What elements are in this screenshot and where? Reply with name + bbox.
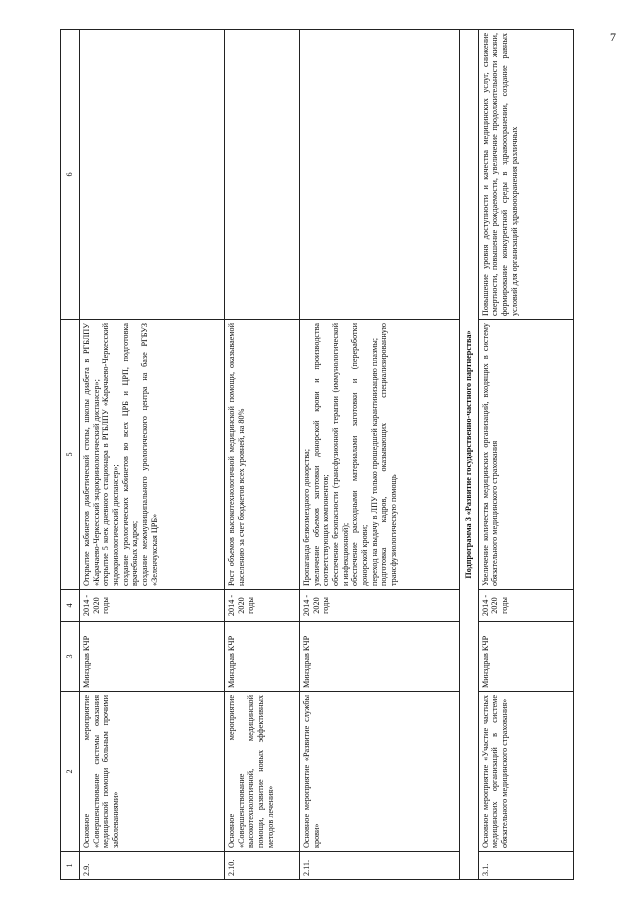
header-row [61,30,80,880]
col-header-1: 1 [61,852,80,880]
term: 2014 - 2020 годы [478,590,573,622]
event-name: Основное мероприятие «Совершенствование высокотехнологичной, медицинской помощи, развитие новых эффективных методов лечения» [225,692,300,852]
term: 2014 - 2020 годы [80,590,225,622]
row-number: 3.1. [478,852,573,880]
event-name: Основное мероприятие «Участие частных медицинских организаций в системе обязательного медицинского страхования» [478,692,573,852]
expected-result [225,320,300,590]
rotated-table-container [60,30,580,880]
term: 2014 - 2020 годы [225,590,300,622]
expected-result [478,320,573,590]
table-row [300,30,460,880]
result-line: подготовка кадров, оказывающих специализированную трансфузиологическую помощь [379,323,399,586]
result-line: Увеличение количества медицинских организаций, входящих в систему обязательного медицинского страхования [480,323,500,586]
result-line: переход на выдачу в ЛПУ только прошедшей карантинизацию плазмы; [369,337,379,586]
result-line: Пропаганда безвозмездного донорства; [302,448,311,586]
subprogram-header-row [460,30,479,880]
expected-result [300,320,460,590]
result-line: увеличение объемов заготовки донорской крови и производства соответствующих компонентов; [311,323,331,586]
table-row [225,30,300,880]
term: 2014 - 2020 годы [300,590,460,622]
executor: Минздрав КЧР [225,622,300,692]
table-row [478,30,573,880]
col-header-4: 4 [61,590,80,622]
col-header-3: 3 [61,622,80,692]
result-line: Открытие кабинетов диабетической стопы, школы диабета в РГБЛПУ «Карачаево-Черкесский эндокринологический диспансер»; [82,323,101,586]
event-name: Основное мероприятие «Развитие службы крови» [300,692,460,852]
link-indicators: Повышение уровня доступности и качества медицинских услуг, снижение смертности, повышение рождаемости, увеличение продолжительности жизни, формирование конкурентной среды в здравоохранении, создание равных условий для организаций здравоохранения различных [478,30,573,320]
executor: Минздрав КЧР [300,622,460,692]
executor: Минздрав КЧР [80,622,225,692]
col-header-2: 2 [61,692,80,852]
result-line: Рост объемов высокотехнологичной медицинской помощи, оказываемой населению за счет бюджетов всех уровней, на 80% [227,323,246,586]
page-number: 7 [610,30,616,44]
program-table [60,29,574,880]
table-row [80,30,225,880]
link-indicators [300,30,460,320]
result-line: обеспечение расходными материалами заготовки и (переработки донорской крови; [350,323,370,586]
col-header-5: 5 [61,320,80,590]
link-indicators [80,30,225,320]
col-header-6: 6 [61,30,80,320]
result-line: открытие 5 коек дневного стационара в РГБЛПУ «Карачаево-Черкесский эндокринологический диспансер»; [101,323,121,586]
result-line: обеспечение безопасности (трансфузионной терапии (иммунологической и инфекционной); [331,323,350,586]
result-line: создание межмуниципального урологического центра на базе РГБУЗ «Зеленчукская ЦРБ» [140,323,159,586]
row-number: 2.11. [300,852,460,880]
link-indicators [225,30,300,320]
expected-result [80,320,225,590]
subprogram-title: Подпрограмма 3 «Развитие государственно-частного партнерства» [460,30,479,880]
executor: Минздрав КЧР [478,622,573,692]
result-line: создание урологических кабинетов во всех ЦРБ и ЦРП, подготовка врачебных кадров; [120,323,140,586]
event-name: Основное мероприятие «Совершенствование системы оказания медицинской помощи больным прочими заболеваниями» [80,692,225,852]
row-number: 2.9. [80,852,225,880]
row-number: 2.10. [225,852,300,880]
